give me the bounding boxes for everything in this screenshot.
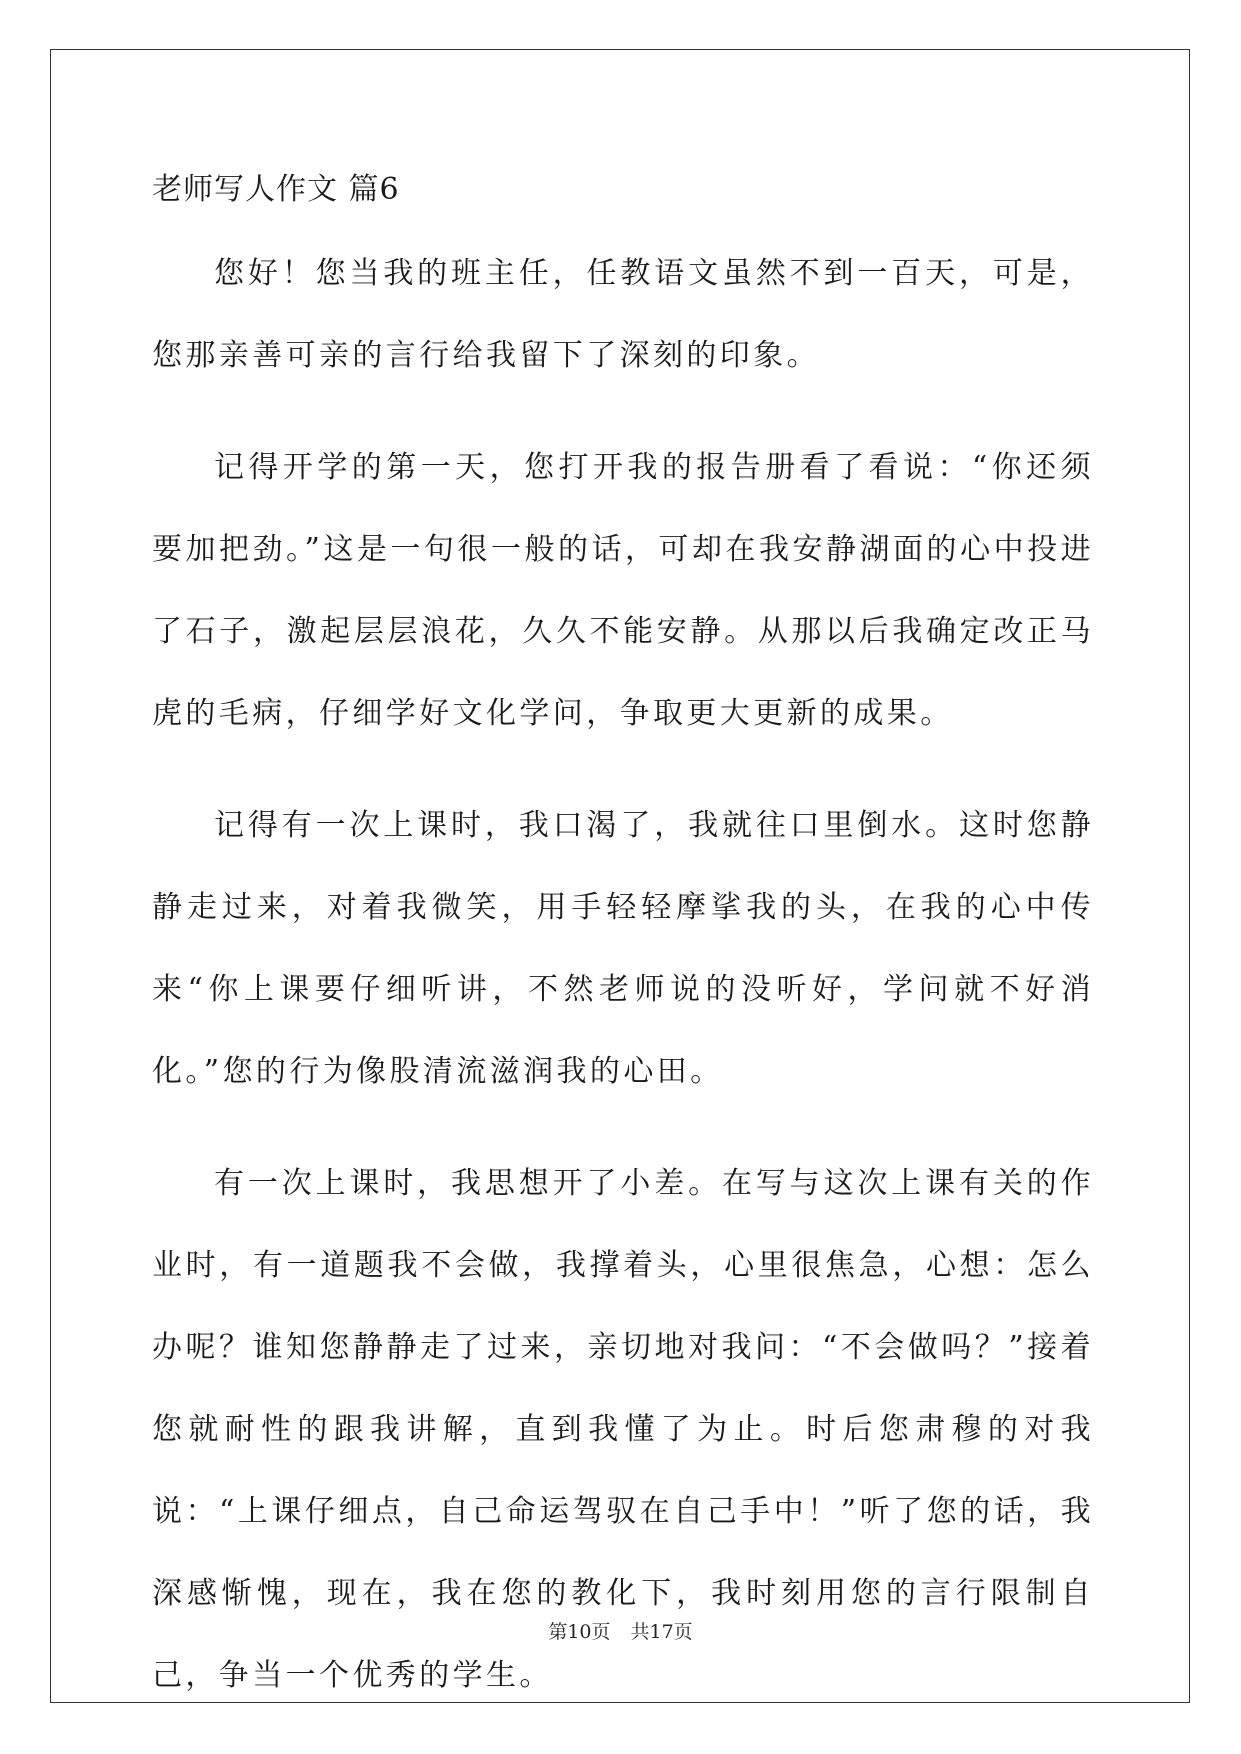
paragraph-3: 记得有一次上课时，我口渴了，我就往口里倒水。这时您静静走过来，对着我微笑，用手轻轻摩挲我的头，在我的心中传来“你上课要仔细听讲，不然老师说的没听好，学问就不好消化。”您的行为像股清流滋润我的心田。 — [152, 808, 1094, 1089]
total-pages-indicator: 共17页 — [630, 1621, 693, 1643]
current-page-indicator: 第10页 — [548, 1621, 611, 1643]
paragraph-1: 您好！您当我的班主任，任教语文虽然不到一百天，可是，您那亲善可亲的言行给我留下了深刻的印象。 — [152, 256, 1094, 373]
document-title: 老师写人作文 篇6 — [152, 172, 400, 207]
paragraph-2: 记得开学的第一天，您打开我的报告册看了看说：“你还须要加把劲。”这是一句很一般的话，可却在我安静湖面的心中投进了石子，激起层层浪花，久久不能安静。从那以后我确定改正马虎的毛病，仔细学好文化学问，争取更大更新的成果。 — [152, 450, 1094, 731]
paragraph-4: 有一次上课时，我思想开了小差。在写与这次上课有关的作业时，有一道题我不会做，我撑着头，心里很焦急，心想：怎么办呢？谁知您静静走了过来，亲切地对我问：“不会做吗？”接着您就耐性的跟我讲解，直到我懂了为止。时后您肃穆的对我说：“上课仔细点，自己命运驾驭在自己手中！”听了您的话，我深感惭愧，现在，我在您的教化下，我时刻用您的言行限制自己，争当一个优秀的学生。 — [152, 1166, 1094, 1693]
page-footer — [0, 1620, 1241, 1644]
document-body — [152, 165, 1094, 1717]
